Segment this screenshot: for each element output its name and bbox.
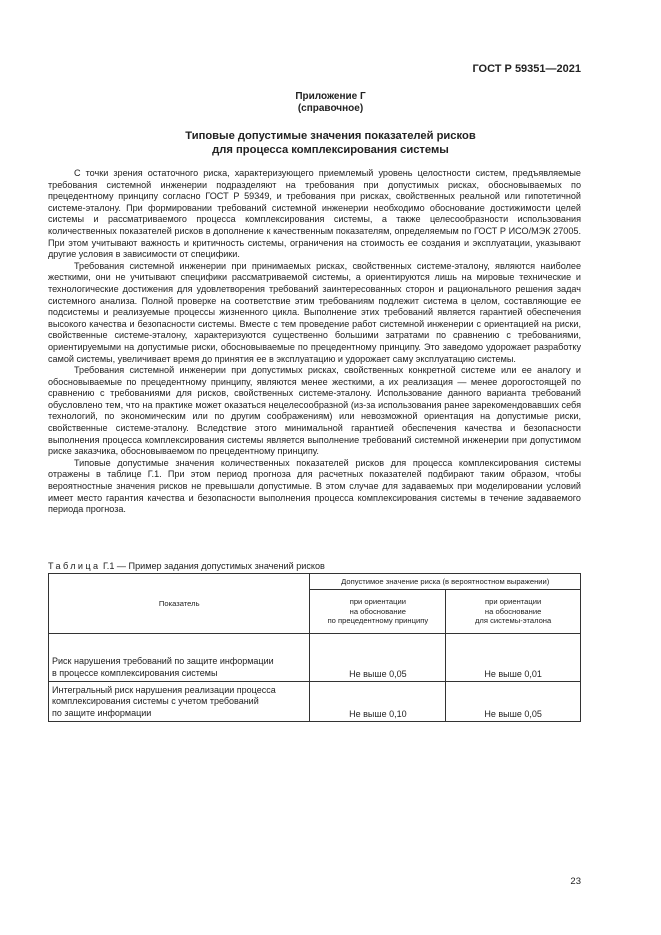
header-allowed-risk: Допустимое значение риска (в вероятностном выражении) [310,574,581,590]
paragraph: Требования системной инженерии при принимаемых рисках, свойственных системе-эталону, являются наиболее жесткими, они не учитывают специфики рассматриваемой системы, а ориентируются лишь на мировые технические и технологические достижения для удовлетворения требований заинтересованных сторон и рационального решения задач системного анализа. Полной проверке на соответствие этим требованиям подлежит система в целом, составляющие ее подсистемы и реализуемые процессы жизненного цикла. Выполнение этих требований является гарантией обеспечения высокого качества и безопасности системы. Вместе с тем проведение работ системной инженерии с ориентацией на риски, свойственные системе-эталону, характеризуются существенно большими затратами по сравнению с требованиями, ориентируемыми на допустимые риски, обосновываемые по прецедентному принципу. Это заведомо удорожает разработку самой системы, увеличивает время до принятия ее в эксплуатацию и удорожает саму эксплуатацию системы. [48,260,581,364]
paragraph: С точки зрения остаточного риска, характеризующего приемлемый уровень целостности систем, предъявляемые требования системной инженерии подразделяют на требования при допустимых рисках, обосновываемых по прецедентному принципу согласно ГОСТ Р 59349, и требования при рисках, свойственных реальной или гипотетичной системе-эталону. При формировании требований системной инженерии необходимо обоснование достижимости целей системы и рассматриваемого процесса комплексирования системы, а также целесообразности использования количественных показателей рисков в дополнение к качественным показателям, определяемым по ГОСТ Р ИСО/МЭК 27005. При этом учитывают важность и критичность системы, ограничения на стоимость ее создания и эксплуатации, указывают другие условия в зависимости от специфики. [48,168,581,260]
table-caption [48,561,325,571]
appendix-title [40,129,621,157]
risk-table [48,573,581,722]
row-indicator-line: по защите информации [52,707,152,718]
table-row [49,634,581,682]
standard-number: ГОСТ Р 59351—2021 [472,63,581,75]
table-header-row [49,574,581,590]
paragraph: Требования системной инженерии при допустимых рисках, свойственных конкретной системе или ее аналогу и обосновываемые по прецедентному принципу, являются менее жесткими, а их реализация — менее дорогостоящей по сравнению с требованиями для рисков, свойственных системе-эталону. Использование данного варианта требований обусловлено тем, что на практике может оказаться нецелесообразной (из-за использования ранее зарекомендовавших себя технологий, по экономическим или по другим соображениям) или невозможной ориентация на допустимые риски, свойственные системе-эталону. Вследствие этого минимальной гарантией обеспечения качества и безопасности выполнения процесса комплексирования системы является выполнение требований системной инженерии при допустимом риске заказчика, обосновываемом по прецедентному принципу. [48,365,581,457]
table-caption-text: Г.1 — Пример задания допустимых значений рисков [100,561,325,571]
body-text [48,168,581,516]
header-indicator: Показатель [49,574,310,634]
row-indicator-line: Риск нарушения требований по защите информации [52,656,274,666]
paragraph: Типовые допустимые значения количественных показателей рисков для процесса комплексирования системы отражены в таблице Г.1. При этом период прогноза для расчетных показателей подбирают таким образом, чтобы вероятностные значения рисков не превышали допустимые. В этом случае для задаваемых при моделировании условий имеет место гарантия качества и безопасности выполнения процесса комплексирования системы в течение задаваемого периода прогноза. [48,457,581,515]
page-number: 23 [570,876,581,887]
header-precedent-line: по прецедентному принципу [327,616,429,626]
header-precedent-line: на обоснование [349,606,407,616]
table-row [49,682,581,722]
row-indicator-line: Интегральный риск нарушения реализации процесса [52,684,276,695]
table-caption-prefix: Таблица [48,561,101,571]
row-indicator [49,634,310,682]
appendix-title-line2: для процесса комплексирования системы [212,144,449,156]
row-indicator-line: комплексирования системы с учетом требований [52,696,259,706]
row-indicator-line: в процессе комплексирования системы [52,667,218,678]
header-precedent [310,590,446,634]
appendix-label: Приложение Г [295,91,366,102]
row-indicator [49,682,310,722]
appendix-title-line1: Типовые допустимые значения показателей рисков [185,130,476,142]
row-precedent-value: Не выше 0,10 [310,682,446,722]
row-reference-value: Не выше 0,01 [446,634,581,682]
header-precedent-line: при ориентации [349,597,406,607]
appendix-kind: (справочное) [297,103,364,114]
header-reference-line: на обоснование [484,606,542,616]
header-reference-line: при ориентации [484,597,542,607]
row-reference-value: Не выше 0,05 [446,682,581,722]
row-precedent-value: Не выше 0,05 [310,634,446,682]
header-reference [446,590,581,634]
header-reference-line: для системы-эталона [475,616,552,626]
